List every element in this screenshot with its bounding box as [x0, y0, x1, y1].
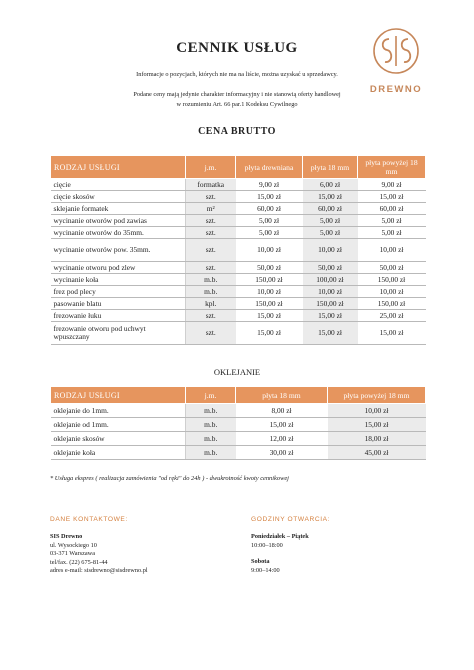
intro-text: Informacje o pozycjach, których nie ma na liście, można uzyskać u sprzedawcy.	[136, 71, 338, 78]
unit: m.b.	[186, 286, 236, 298]
service-name: cięcie skosów	[51, 191, 186, 203]
unit: szt.	[186, 239, 236, 262]
header-service-type: RODZAJ USŁUGI	[51, 156, 186, 179]
price-wood-board: 9,00 zł	[236, 179, 303, 191]
service-name: sklejanie formatek	[51, 203, 186, 215]
price-board-over-18mm: 10,00 zł	[358, 239, 426, 262]
price-wood-board: 60,00 zł	[236, 203, 303, 215]
table-row	[51, 310, 426, 322]
disclaimer-line-1: Podane ceny mają jedynie charakter informacyjny i nie stanowią oferty handlowej	[133, 91, 341, 98]
table-row	[51, 262, 426, 274]
service-name: oklejanie do 1mm.	[51, 404, 186, 418]
header-board-18mm: płyta 18 mm	[303, 156, 358, 179]
service-name: pasowanie blatu	[51, 298, 186, 310]
price-board-over-18mm: 50,00 zł	[358, 262, 426, 274]
price-board-18mm: 15,00 zł	[303, 310, 358, 322]
unit: m.b.	[186, 446, 236, 460]
unit: m.b.	[186, 418, 236, 432]
price-board-over-18mm: 5,00 zł	[358, 227, 426, 239]
unit: szt.	[186, 262, 236, 274]
price-board-18mm: 15,00 zł	[303, 191, 358, 203]
price-wood-board: 5,00 zł	[236, 227, 303, 239]
price-board-18mm: 150,00 zł	[303, 298, 358, 310]
price-board-18mm: 15,00 zł	[303, 322, 358, 345]
email-address[interactable]: adres e-mail: sisdrewno@sisdrewno.pl	[50, 567, 148, 575]
price-board-18mm: 50,00 zł	[303, 262, 358, 274]
price-board-18mm: 10,00 zł	[303, 239, 358, 262]
table-row	[51, 274, 426, 286]
price-wood-board: 50,00 zł	[236, 262, 303, 274]
service-name: frezowanie łuku	[51, 310, 186, 322]
phone-number: tel/fax. (22) 675-81-44	[50, 558, 108, 566]
price-board-18mm: 100,00 zł	[303, 274, 358, 286]
table-row	[51, 286, 426, 298]
price-board-over-18mm: 15,00 zł	[358, 191, 426, 203]
service-name: frez pod plecy	[51, 286, 186, 298]
header-unit: j.m.	[186, 387, 236, 404]
price-wood-board: 150,00 zł	[236, 274, 303, 286]
contact-title: DANE KONTAKTOWE:	[50, 516, 128, 523]
disclaimer	[90, 90, 384, 109]
street-address: ul. Wysockiego 10	[50, 541, 97, 549]
price-board-over-18mm: 10,00 zł	[358, 286, 426, 298]
price-board-over-18mm: 25,00 zł	[358, 310, 426, 322]
service-name: wycinanie otworów pod zawias	[51, 215, 186, 227]
price-board-over-18mm: 60,00 zł	[358, 203, 426, 215]
opening-hours	[251, 533, 309, 575]
unit: m²	[186, 203, 236, 215]
unit: m.b.	[186, 432, 236, 446]
price-board-over-18mm: 45,00 zł	[328, 446, 426, 460]
price-board-over-18mm: 5,00 zł	[358, 215, 426, 227]
unit: szt.	[186, 191, 236, 203]
header-board-over-18mm: płyta powyżej 18 mm	[328, 387, 426, 404]
price-board-18mm: 6,00 zł	[303, 179, 358, 191]
saturday-time: 9:00–14:00	[251, 566, 280, 574]
header-service-type: RODZAJ USŁUGI	[51, 387, 186, 404]
header-wood-board: płyta drewniana	[236, 156, 303, 179]
price-board-18mm: 12,00 zł	[236, 432, 328, 446]
edging-table	[50, 386, 426, 460]
price-wood-board: 150,00 zł	[236, 298, 303, 310]
table-row	[51, 322, 426, 345]
table-row	[51, 298, 426, 310]
unit: m.b.	[186, 274, 236, 286]
city-address: 03-371 Warszawa	[50, 550, 96, 558]
service-name: wycinanie otworów do 35mm.	[51, 227, 186, 239]
table-row	[51, 239, 426, 262]
unit: szt.	[186, 322, 236, 345]
table-row	[51, 227, 426, 239]
price-table	[50, 155, 426, 345]
table-row	[51, 432, 426, 446]
price-board-over-18mm: 150,00 zł	[358, 298, 426, 310]
saturday-label: Sobota	[251, 558, 270, 566]
price-wood-board: 10,00 zł	[236, 286, 303, 298]
price-board-over-18mm: 9,00 zł	[358, 179, 426, 191]
section-title-gross-price: CENA BRUTTO	[198, 126, 276, 137]
price-board-18mm: 60,00 zł	[303, 203, 358, 215]
price-board-18mm: 30,00 zł	[236, 446, 328, 460]
table-row	[51, 446, 426, 460]
unit: szt.	[186, 215, 236, 227]
price-board-over-18mm: 15,00 zł	[358, 322, 426, 345]
price-board-18mm: 5,00 zł	[303, 215, 358, 227]
table-row	[51, 418, 426, 432]
header-unit: j.m.	[186, 156, 236, 179]
price-wood-board: 15,00 zł	[236, 191, 303, 203]
section-title-edging: OKLEJANIE	[213, 367, 261, 377]
price-board-over-18mm: 10,00 zł	[328, 404, 426, 418]
price-wood-board: 15,00 zł	[236, 310, 303, 322]
price-wood-board: 10,00 zł	[236, 239, 303, 262]
table-row	[51, 191, 426, 203]
service-name: oklejanie koła	[51, 446, 186, 460]
table-row	[51, 404, 426, 418]
page-title: CENNIK USŁUG	[176, 40, 298, 56]
express-footnote: * Usługa ekspres ( realizacja zamówienia "od ręki" do 24h ) - dwukrotność kwoty cennikowej	[50, 475, 289, 482]
service-name: oklejanie od 1mm.	[51, 418, 186, 432]
price-board-over-18mm: 15,00 zł	[328, 418, 426, 432]
company-name: SIS Drewno	[50, 533, 83, 540]
price-board-18mm: 10,00 zł	[303, 286, 358, 298]
price-board-over-18mm: 18,00 zł	[328, 432, 426, 446]
logo-text: DREWNO	[369, 84, 423, 95]
disclaimer-line-2: w rozumieniu Art. 66 par.1 Kodeksu Cywilnego	[176, 100, 298, 108]
weekdays-time: 10:00–18:00	[251, 541, 283, 549]
price-wood-board: 5,00 zł	[236, 215, 303, 227]
contact-details	[50, 533, 148, 576]
table-row	[51, 203, 426, 215]
header-board-18mm: płyta 18 mm	[236, 387, 328, 404]
unit: szt.	[186, 227, 236, 239]
opening-hours-title: GODZINY OTWARCIA:	[251, 516, 331, 523]
service-name: oklejanie skosów	[51, 432, 186, 446]
unit: formatka	[186, 179, 236, 191]
company-logo	[364, 24, 428, 100]
price-board-18mm: 15,00 zł	[236, 418, 328, 432]
weekdays-label: Poniedziałek – Piątek	[251, 533, 309, 540]
price-wood-board: 15,00 zł	[236, 322, 303, 345]
service-name: wycinanie otworów pow. 35mm.	[51, 239, 186, 262]
logo-emblem	[364, 24, 428, 100]
unit: szt.	[186, 310, 236, 322]
price-board-over-18mm: 150,00 zł	[358, 274, 426, 286]
table-row	[51, 215, 426, 227]
service-name: cięcie	[51, 179, 186, 191]
table-row	[51, 179, 426, 191]
service-name: frezowanie otworu pod uchwyt wpuszczany	[51, 322, 186, 345]
price-board-18mm: 8,00 zł	[236, 404, 328, 418]
price-board-18mm: 5,00 zł	[303, 227, 358, 239]
service-name: wycinanie otworu pod zlew	[51, 262, 186, 274]
header-board-over-18mm: płyta powyżej 18 mm	[358, 156, 426, 179]
unit: m.b.	[186, 404, 236, 418]
unit: kpl.	[186, 298, 236, 310]
service-name: wycinanie koła	[51, 274, 186, 286]
